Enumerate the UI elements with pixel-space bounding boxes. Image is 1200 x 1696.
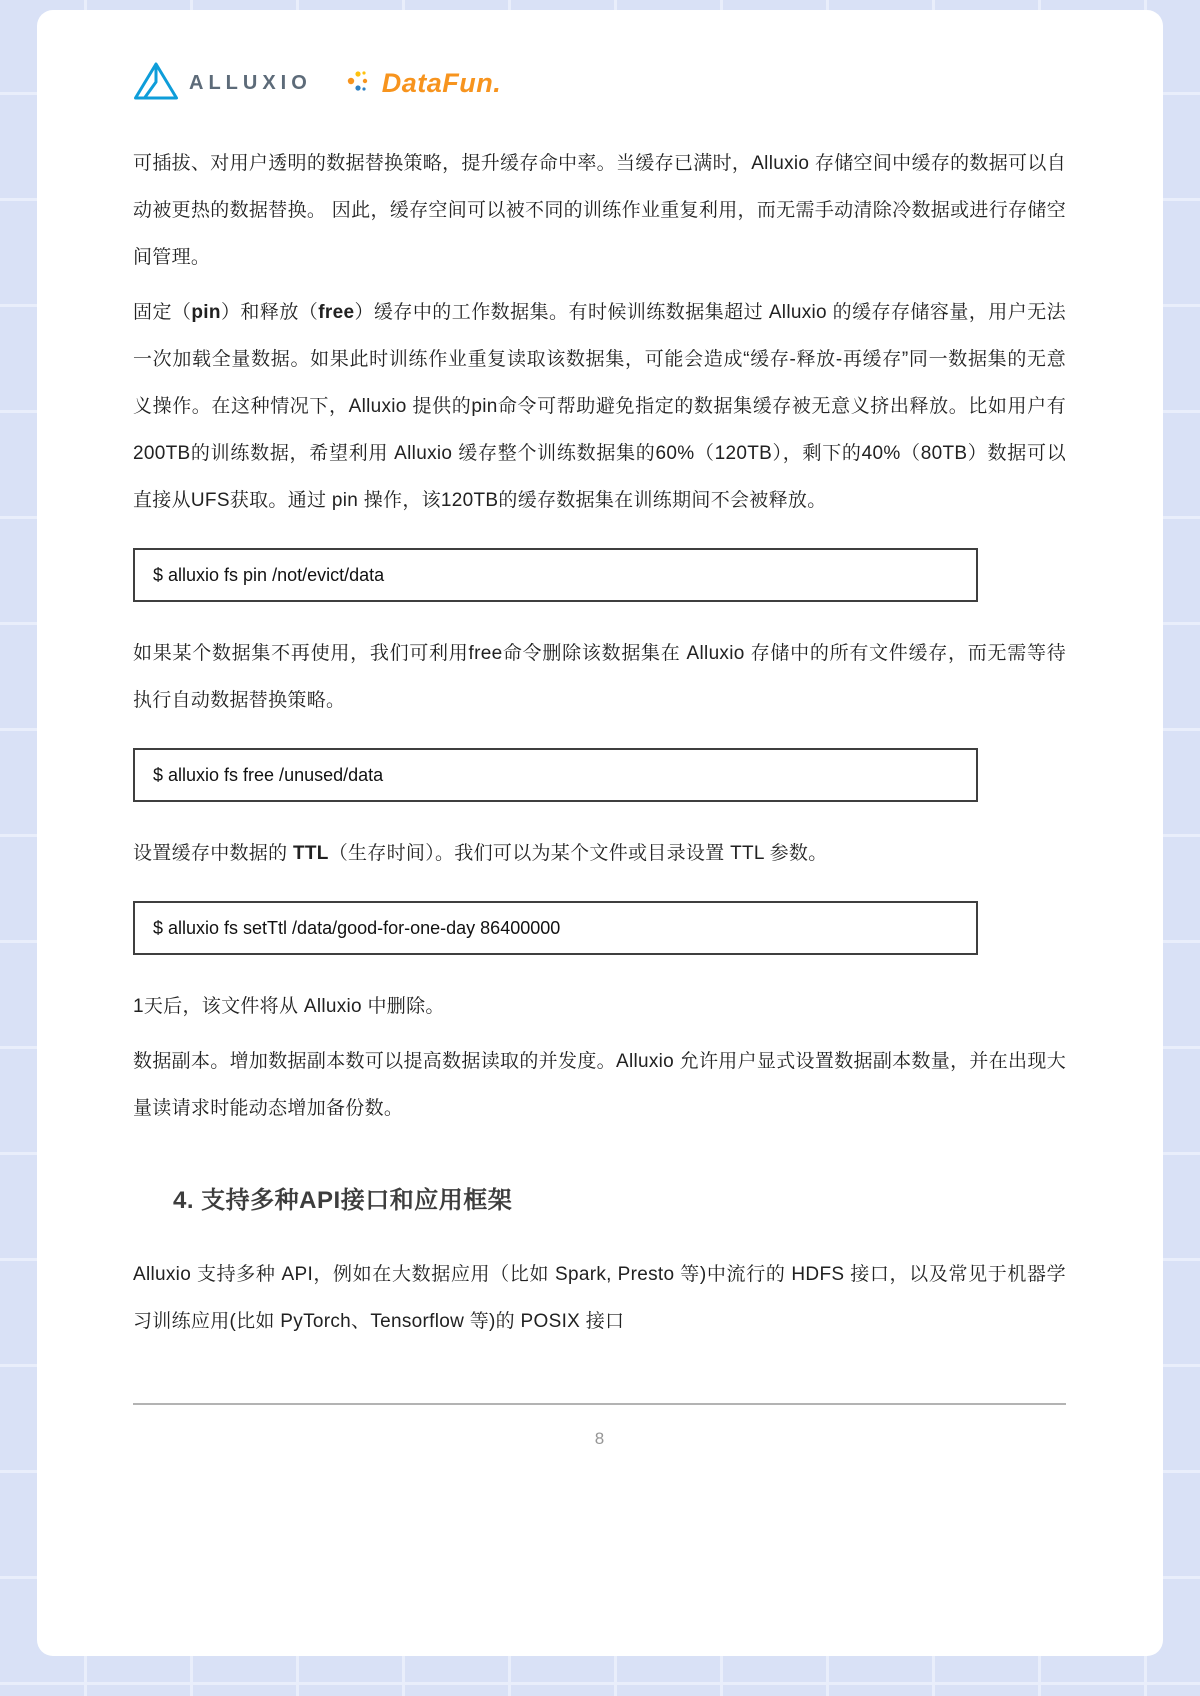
code-setttl-text: $ alluxio fs setTtl /data/good-for-one-day 86400000: [153, 918, 561, 938]
datafun-wordmark: DataFun.: [381, 67, 502, 98]
page-number: 8: [594, 1429, 605, 1448]
paragraph-ttl-result: 1天后，该文件将从 Alluxio 中删除。: [133, 996, 445, 1017]
code-free-text: $ alluxio fs free /unused/data: [153, 765, 384, 785]
code-block-pin: [133, 548, 978, 602]
paragraph-pin-free: 固定（pin）和释放（free）缓存中的工作数据集。有时候训练数据集超过 Alluxio 的缓存存储容量，用户无法一次加载全量数据。如果此时训练作业重复读取该数据集，可能会造成“缓存-释放-再缓存”同一数据集的无意义操作。在这种情况下，Alluxio 提供的pin命令可帮助避免指定的数据集缓存被无意义挤出释放。比如用户有200TB的训练数据，希望利用 Alluxio 缓存整个训练数据集的60%（120TB），剩下的40%（80TB）数据可以直接从UFS获取。通过 pin 操作，该120TB的缓存数据集在训练期间不会被释放。: [133, 302, 1066, 511]
page-footer: [133, 1403, 1066, 1449]
datafun-logo: [346, 68, 502, 99]
document-content: [133, 140, 1066, 1345]
code-block-free: [133, 748, 978, 802]
paragraph-free-command: 如果某个数据集不再使用，我们可利用free命令删除该数据集在 Alluxio 存储中的所有文件缓存，而无需等待执行自动数据替换策略。: [133, 643, 1066, 711]
alluxio-logo-icon: [133, 61, 179, 106]
paragraph-api-support: Alluxio 支持多种 API，例如在大数据应用（比如 Spark, Presto 等)中流行的 HDFS 接口，以及常见于机器学习训练应用(比如 PyTorch、Tensorflow 等)的 POSIX 接口: [133, 1264, 1066, 1332]
code-pin-text: $ alluxio fs pin /not/evict/data: [153, 565, 385, 585]
paragraph-replica: 数据副本。增加数据副本数可以提高数据读取的并发度。Alluxio 允许用户显式设置数据副本数量，并在出现大量读请求时能动态增加备份数。: [133, 1051, 1066, 1119]
section-heading-api: 4. 支持多种API接口和应用框架: [173, 1187, 513, 1214]
header: [133, 60, 1066, 106]
footer-divider: [133, 1403, 1066, 1405]
alluxio-logo: [133, 61, 312, 106]
document-page: [37, 10, 1163, 1656]
datafun-logo-icon: [346, 68, 372, 99]
alluxio-wordmark: ALLUXIO: [189, 71, 312, 94]
code-block-setttl: [133, 901, 978, 955]
paragraph-cache-replacement: 可插拔、对用户透明的数据替换策略，提升缓存命中率。当缓存已满时，Alluxio 存储空间中缓存的数据可以自动被更热的数据替换。 因此，缓存空间可以被不同的训练作业重复利用，而无需手动清除冷数据或进行存储空间管理。: [133, 153, 1066, 268]
paragraph-ttl: 设置缓存中数据的 TTL（生存时间）。我们可以为某个文件或目录设置 TTL 参数。: [133, 843, 828, 864]
